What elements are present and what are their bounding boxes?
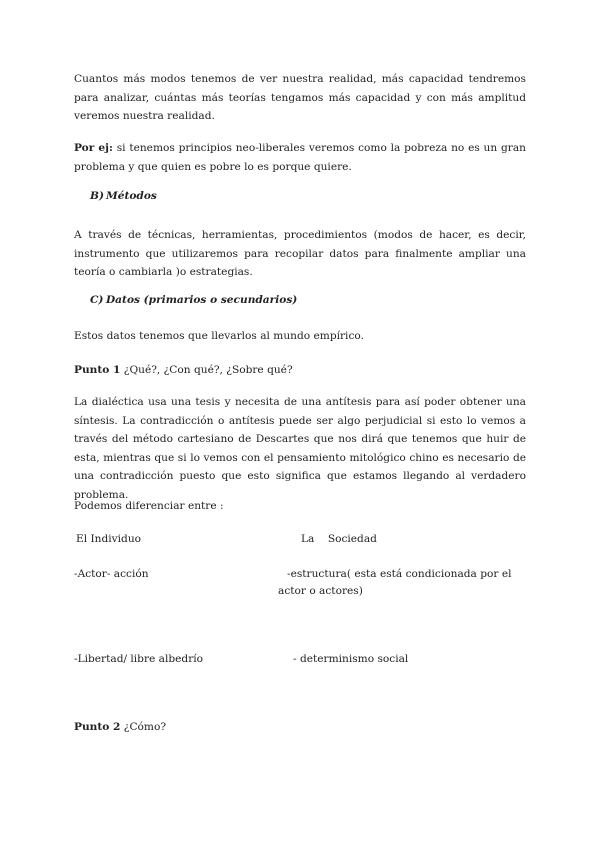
- example-text: si tenemos principios neo-liberales veremos como la pobreza no es un gran problema y que quien es pobre lo es porque quiere.: [74, 142, 526, 173]
- comparison-row2-left: -Libertad/ libre albedrío: [74, 653, 204, 665]
- comparison-row2-right: - determinismo social: [293, 653, 409, 665]
- comparison-right-header: La Sociedad: [301, 533, 377, 545]
- paragraph-example: [74, 139, 526, 176]
- comparison-row1-right-line1: -estructura( esta está condicionada por el: [287, 568, 512, 580]
- punto-2: [74, 718, 526, 737]
- paragraph-data: Estos datos tenemos que llevarlos al mundo empírico.: [74, 330, 364, 342]
- section-c-title: Datos (primarios o secundarios): [106, 294, 298, 306]
- punto-1-text: ¿Qué?, ¿Con qué?, ¿Sobre qué?: [120, 364, 293, 376]
- section-c-heading: [90, 294, 297, 306]
- section-c-letter: C): [90, 294, 104, 306]
- section-b-title: Métodos: [106, 190, 157, 202]
- section-b-heading: [90, 190, 157, 202]
- punto-1-label: Punto 1: [74, 364, 121, 376]
- comparison-row1-left: -Actor- acción: [74, 568, 149, 580]
- punto-2-text: ¿Cómo?: [120, 721, 167, 733]
- paragraph-differentiate: Podemos diferenciar entre :: [74, 500, 224, 512]
- paragraph-intro: Cuantos más modos tenemos de ver nuestra realidad, más capacidad tendremos para analizar, cuántas más teorías tengamos más capacidad y con más amplitud veremos nuestra realidad.: [74, 73, 526, 122]
- example-label: Por ej:: [74, 142, 113, 154]
- comparison-left-header: El Individuo: [76, 533, 142, 545]
- section-b-letter: B): [90, 190, 104, 202]
- paragraph-dialectic: La dialéctica usa una tesis y necesita de una antítesis para así poder obtener una síntesis. La contradicción o antítesis puede ser algo perjudicial si esto lo vemos a través del método cartesiano de Descartes que nos dirá que tenemos que huir de esta, mientras que si lo vemos con el pensamiento mitológico chino es necesario de una contradicción puesto que esto significa que estamos llegando al verdadero problema.: [74, 396, 526, 501]
- punto-2-label: Punto 2: [74, 721, 121, 733]
- comparison-row1-right-line2: actor o actores): [278, 585, 363, 597]
- punto-1: [74, 361, 526, 380]
- paragraph-methods: A través de técnicas, herramientas, procedimientos (modos de hacer, es decir, instrumento que utilizaremos para recopilar datos para finalmente ampliar una teoría o cambiarla )o estrategias.: [74, 229, 526, 278]
